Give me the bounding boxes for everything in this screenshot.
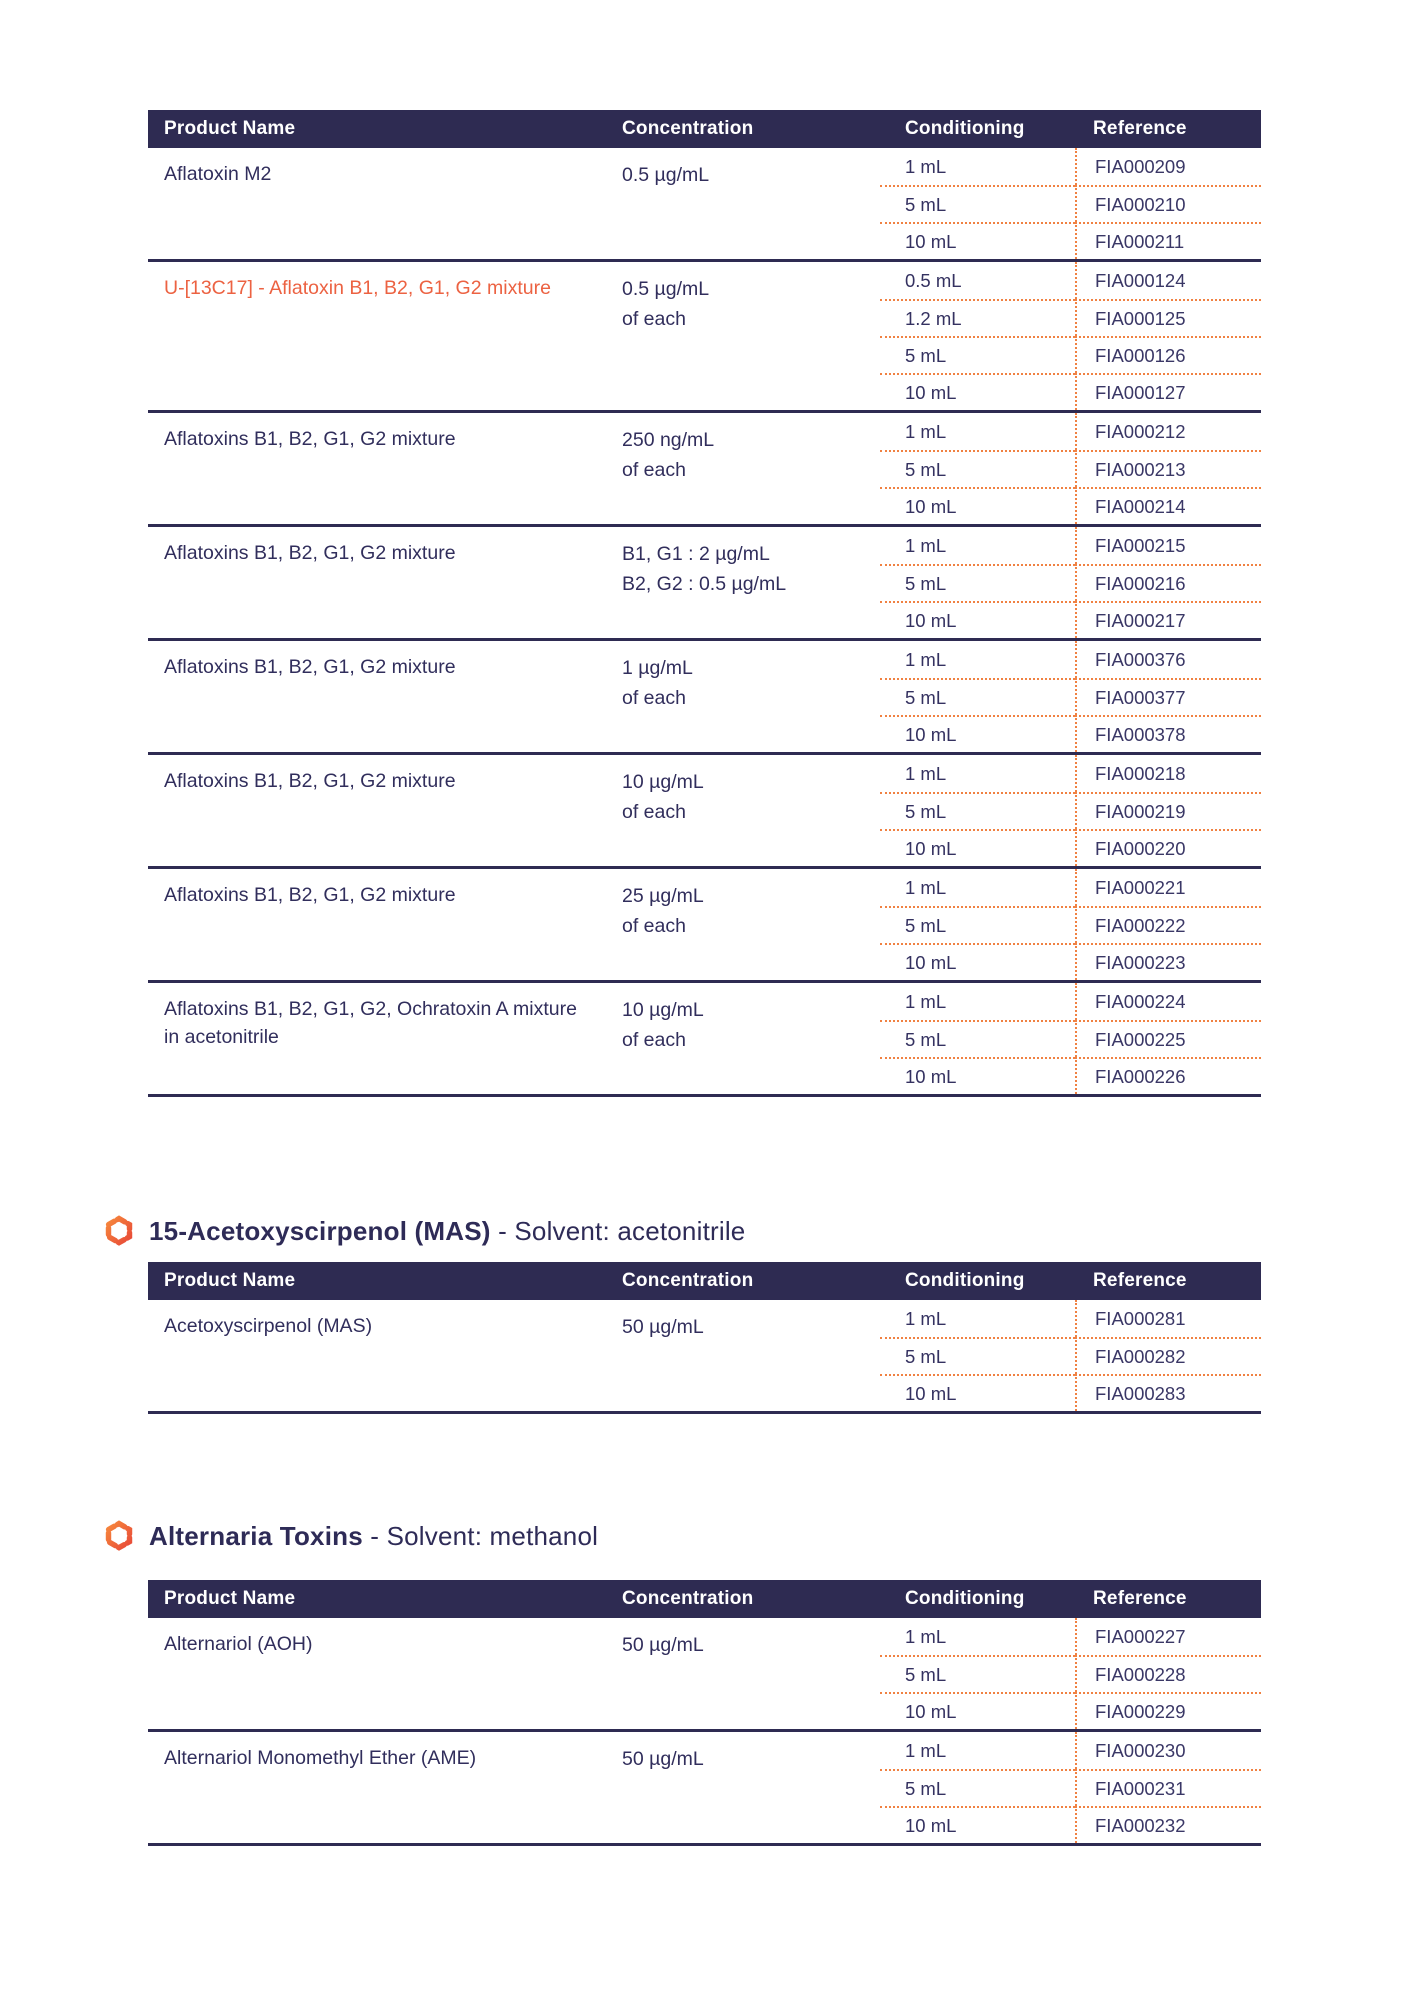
concentration-cell — [608, 1618, 880, 1729]
concentration-line: 25 µg/mL — [622, 885, 704, 907]
concentration-line: of each — [622, 687, 686, 710]
section-title-bold: Alternaria Toxins — [149, 1520, 363, 1551]
conditioning-value: 10 mL — [880, 1692, 1075, 1729]
table-body — [148, 1300, 1261, 1414]
reference-value: FIA000225 — [1075, 1020, 1261, 1057]
conditioning-value: 5 mL — [880, 1769, 1075, 1806]
conditioning-reference-cell — [880, 1732, 1261, 1843]
conditioning-value: 1 mL — [905, 648, 947, 670]
concentration-line: 50 µg/mL — [622, 1316, 704, 1338]
conditioning-reference-cell — [880, 641, 1261, 752]
reference-value: FIA000220 — [1075, 829, 1261, 866]
aflatoxins-table — [148, 110, 1261, 1097]
table-row — [148, 1300, 1261, 1411]
conditioning-value: 1 mL — [905, 1307, 947, 1329]
reference-value: FIA000209 — [1075, 148, 1261, 185]
table-row — [148, 259, 1261, 410]
conditioning-row — [880, 1692, 1261, 1729]
column-header: Product Name — [164, 1270, 296, 1291]
conditioning-row — [880, 1337, 1261, 1374]
concentration-line: 1 µg/mL — [622, 657, 693, 679]
concentration-line: 0.5 µg/mL — [622, 164, 710, 186]
section-title — [149, 1521, 598, 1552]
reference-value: FIA000211 — [1075, 222, 1261, 259]
concentration-cell — [608, 527, 880, 638]
concentration-cell — [608, 869, 880, 980]
conditioning-row — [880, 755, 1261, 792]
conditioning-row — [880, 413, 1261, 450]
concentration-cell — [608, 148, 880, 259]
column-header: Product Name — [164, 118, 296, 139]
reference-value: FIA000215 — [1075, 527, 1261, 564]
conditioning-row — [880, 1769, 1261, 1806]
conditioning-row — [880, 829, 1261, 866]
conditioning-row — [880, 601, 1261, 638]
reference-value: FIA000228 — [1075, 1655, 1261, 1692]
column-header: Conditioning — [905, 1270, 1025, 1291]
product-name-cell: Aflatoxins B1, B2, G1, G2 mixture — [164, 770, 456, 792]
reference-value: FIA000212 — [1075, 413, 1261, 450]
conditioning-row — [880, 450, 1261, 487]
conditioning-value: 5 mL — [880, 185, 1075, 222]
reference-value: FIA000214 — [1075, 487, 1261, 524]
concentration-line: of each — [622, 915, 686, 938]
reference-value: FIA000125 — [1075, 299, 1261, 336]
brand-hexagon-icon — [105, 1215, 133, 1247]
conditioning-value: 10 mL — [880, 715, 1075, 752]
conditioning-reference-cell — [880, 1618, 1261, 1729]
conditioning-row — [880, 222, 1261, 259]
concentration-line: 250 ng/mL — [622, 429, 715, 451]
reference-value: FIA000218 — [1075, 755, 1261, 792]
conditioning-row — [880, 299, 1261, 336]
conditioning-value: 10 mL — [880, 487, 1075, 524]
conditioning-row — [880, 185, 1261, 222]
concentration-line: B2, G2 : 0.5 µg/mL — [622, 573, 787, 596]
conditioning-value: 10 mL — [880, 1374, 1075, 1411]
product-name-cell: U-[13C17] - Aflatoxin B1, B2, G1, G2 mixture — [164, 277, 551, 299]
reference-value: FIA000222 — [1075, 906, 1261, 943]
concentration-line: 10 µg/mL — [622, 999, 704, 1021]
reference-value: FIA000124 — [1075, 262, 1261, 299]
conditioning-value: 1 mL — [905, 1739, 947, 1761]
reference-value: FIA000230 — [1075, 1732, 1261, 1769]
product-name-cell: Aflatoxins B1, B2, G1, G2 mixture — [164, 884, 456, 906]
reference-value: FIA000282 — [1075, 1337, 1261, 1374]
conditioning-reference-cell — [880, 869, 1261, 980]
conditioning-value: 5 mL — [880, 1020, 1075, 1057]
reference-value: FIA000377 — [1075, 678, 1261, 715]
table-row — [148, 1729, 1261, 1843]
concentration-cell — [608, 641, 880, 752]
conditioning-row — [880, 1806, 1261, 1843]
reference-value: FIA000213 — [1075, 450, 1261, 487]
reference-value: FIA000376 — [1075, 641, 1261, 678]
conditioning-value: 10 mL — [880, 601, 1075, 638]
conditioning-row — [880, 869, 1261, 906]
conditioning-value: 1 mL — [905, 420, 947, 442]
conditioning-row — [880, 1057, 1261, 1094]
table-body — [148, 1618, 1261, 1846]
brand-hexagon-icon — [105, 1520, 133, 1552]
product-name-cell: Acetoxyscirpenol (MAS) — [164, 1315, 373, 1337]
concentration-line: of each — [622, 308, 686, 331]
column-header: Reference — [1093, 1270, 1187, 1291]
conditioning-row — [880, 1374, 1261, 1411]
column-header: Reference — [1093, 1588, 1187, 1609]
reference-value: FIA000231 — [1075, 1769, 1261, 1806]
concentration-cell — [608, 983, 880, 1094]
section-title-bold: 15-Acetoxyscirpenol (MAS) — [149, 1215, 491, 1246]
conditioning-row — [880, 527, 1261, 564]
product-name-cell: Aflatoxin M2 — [164, 163, 272, 185]
conditioning-row — [880, 564, 1261, 601]
section-title-rest: - Solvent: methanol — [362, 1520, 599, 1551]
concentration-line: 50 µg/mL — [622, 1748, 704, 1770]
table-header-row — [148, 1580, 1261, 1618]
column-header: Product Name — [164, 1588, 296, 1609]
conditioning-row — [880, 262, 1261, 299]
conditioning-reference-cell — [880, 413, 1261, 524]
reference-value: FIA000232 — [1075, 1806, 1261, 1843]
conditioning-row — [880, 487, 1261, 524]
conditioning-value: 10 mL — [880, 829, 1075, 866]
reference-value: FIA000127 — [1075, 373, 1261, 410]
conditioning-value: 5 mL — [880, 564, 1075, 601]
conditioning-value: 10 mL — [880, 373, 1075, 410]
conditioning-value: 1.2 mL — [880, 299, 1075, 336]
column-header: Reference — [1093, 118, 1187, 139]
conditioning-value: 10 mL — [880, 1057, 1075, 1094]
conditioning-row — [880, 1655, 1261, 1692]
conditioning-value: 5 mL — [880, 1337, 1075, 1374]
conditioning-value: 5 mL — [880, 450, 1075, 487]
conditioning-value: 1 mL — [905, 762, 947, 784]
conditioning-row — [880, 983, 1261, 1020]
concentration-cell — [608, 413, 880, 524]
conditioning-value: 5 mL — [880, 1655, 1075, 1692]
reference-value: FIA000216 — [1075, 564, 1261, 601]
column-header: Concentration — [622, 1270, 754, 1291]
concentration-line: of each — [622, 1029, 686, 1052]
conditioning-row — [880, 678, 1261, 715]
concentration-cell — [608, 1732, 880, 1843]
reference-value: FIA000223 — [1075, 943, 1261, 980]
conditioning-row — [880, 641, 1261, 678]
section-title-rest: - Solvent: acetonitrile — [490, 1215, 746, 1246]
table-row — [148, 410, 1261, 524]
conditioning-value: 1 mL — [905, 155, 947, 177]
conditioning-row — [880, 792, 1261, 829]
reference-value: FIA000224 — [1075, 983, 1261, 1020]
conditioning-row — [880, 1020, 1261, 1057]
conditioning-value: 10 mL — [880, 222, 1075, 259]
product-name-cell: Aflatoxins B1, B2, G1, G2 mixture — [164, 428, 456, 450]
table-row — [148, 752, 1261, 866]
conditioning-row — [880, 906, 1261, 943]
conditioning-row — [880, 336, 1261, 373]
reference-value: FIA000378 — [1075, 715, 1261, 752]
reference-value: FIA000221 — [1075, 869, 1261, 906]
conditioning-row — [880, 148, 1261, 185]
conditioning-row — [880, 373, 1261, 410]
reference-value: FIA000283 — [1075, 1374, 1261, 1411]
conditioning-value: 1 mL — [905, 534, 947, 556]
column-header: Conditioning — [905, 118, 1025, 139]
table-header-row — [148, 110, 1261, 148]
product-name-cell: Aflatoxins B1, B2, G1, G2, Ochratoxin A mixture in acetonitrile — [164, 998, 577, 1049]
conditioning-row — [880, 1618, 1261, 1655]
reference-value: FIA000217 — [1075, 601, 1261, 638]
concentration-line: 10 µg/mL — [622, 771, 704, 793]
column-header: Concentration — [622, 118, 754, 139]
product-name-cell: Alternariol (AOH) — [164, 1633, 313, 1655]
conditioning-row — [880, 1732, 1261, 1769]
reference-value: FIA000281 — [1075, 1300, 1261, 1337]
reference-value: FIA000126 — [1075, 336, 1261, 373]
concentration-cell — [608, 1300, 880, 1411]
acetoxyscirpenol-table — [148, 1262, 1261, 1414]
table-row — [148, 524, 1261, 638]
product-name-cell: Alternariol Monomethyl Ether (AME) — [164, 1747, 477, 1769]
conditioning-row — [880, 715, 1261, 752]
conditioning-value: 1 mL — [905, 876, 947, 898]
reference-value: FIA000229 — [1075, 1692, 1261, 1729]
table-row — [148, 638, 1261, 752]
alternaria-table — [148, 1580, 1261, 1846]
concentration-line: B1, G1 : 2 µg/mL — [622, 543, 770, 565]
conditioning-value: 5 mL — [880, 906, 1075, 943]
conditioning-value: 10 mL — [880, 943, 1075, 980]
concentration-line: of each — [622, 459, 686, 482]
concentration-cell — [608, 262, 880, 410]
conditioning-reference-cell — [880, 1300, 1261, 1411]
conditioning-value: 5 mL — [880, 678, 1075, 715]
product-name-cell: Aflatoxins B1, B2, G1, G2 mixture — [164, 542, 456, 564]
conditioning-reference-cell — [880, 983, 1261, 1094]
conditioning-value: 5 mL — [880, 792, 1075, 829]
table-row — [148, 1618, 1261, 1729]
column-header: Concentration — [622, 1588, 754, 1609]
conditioning-reference-cell — [880, 527, 1261, 638]
conditioning-value: 10 mL — [880, 1806, 1075, 1843]
section-heading-acetoxyscirpenol — [105, 1213, 1414, 1249]
conditioning-row — [880, 1300, 1261, 1337]
reference-value: FIA000219 — [1075, 792, 1261, 829]
table-row — [148, 866, 1261, 980]
section-title — [149, 1216, 745, 1247]
conditioning-reference-cell — [880, 755, 1261, 866]
product-name-cell: Aflatoxins B1, B2, G1, G2 mixture — [164, 656, 456, 678]
reference-value: FIA000210 — [1075, 185, 1261, 222]
conditioning-value: 1 mL — [905, 990, 947, 1012]
reference-value: FIA000226 — [1075, 1057, 1261, 1094]
section-heading-alternaria — [105, 1518, 1414, 1554]
conditioning-value: 1 mL — [905, 1625, 947, 1647]
concentration-cell — [608, 755, 880, 866]
conditioning-value: 0.5 mL — [905, 269, 962, 291]
concentration-line: 50 µg/mL — [622, 1634, 704, 1656]
conditioning-row — [880, 943, 1261, 980]
reference-value: FIA000227 — [1075, 1618, 1261, 1655]
conditioning-reference-cell — [880, 262, 1261, 410]
table-body — [148, 148, 1261, 1097]
table-row — [148, 980, 1261, 1094]
conditioning-value: 5 mL — [880, 336, 1075, 373]
table-header-row — [148, 1262, 1261, 1300]
concentration-line: 0.5 µg/mL — [622, 278, 710, 300]
concentration-line: of each — [622, 801, 686, 824]
column-header: Conditioning — [905, 1588, 1025, 1609]
conditioning-reference-cell — [880, 148, 1261, 259]
table-row — [148, 148, 1261, 259]
